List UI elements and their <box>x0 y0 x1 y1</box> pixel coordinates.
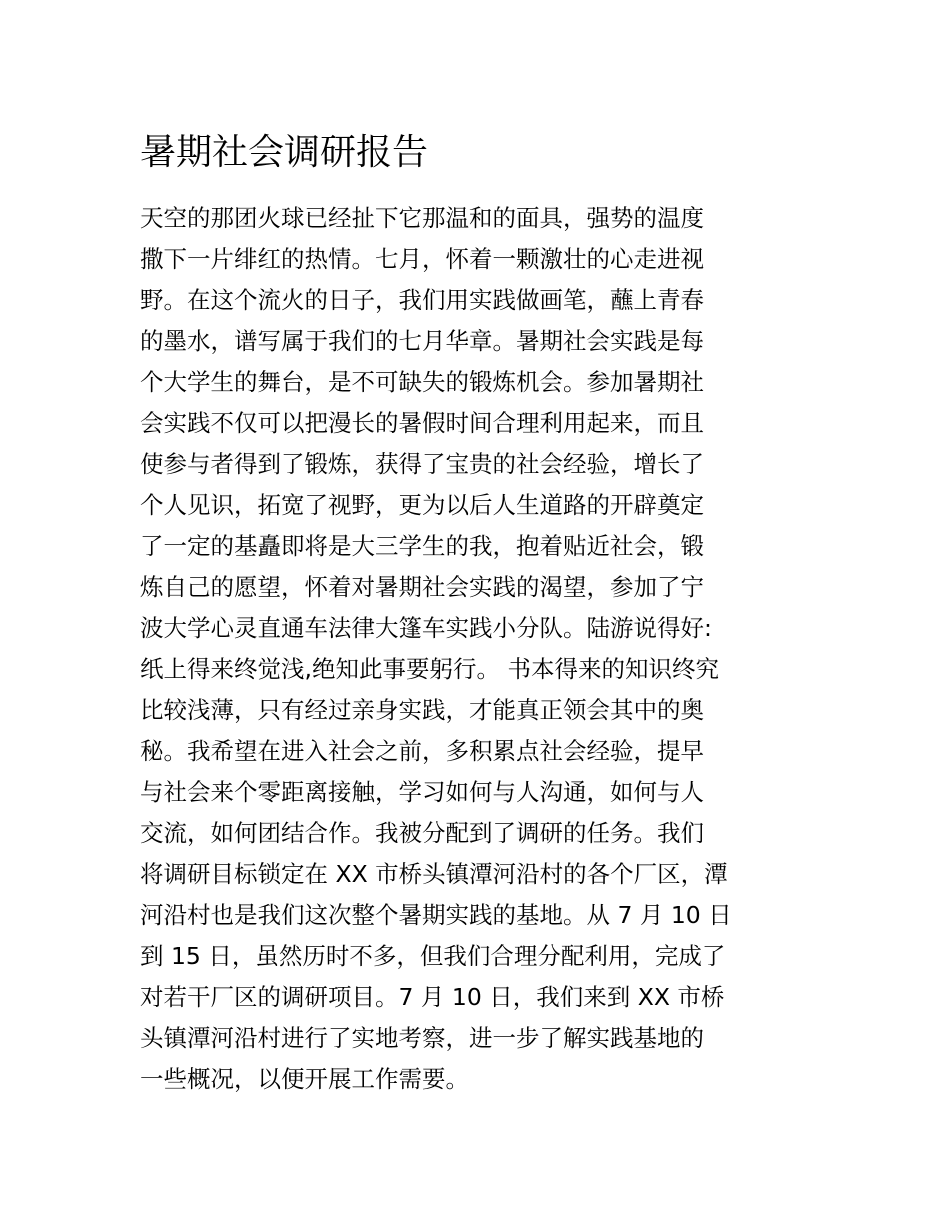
body-line: 天空的那团火球已经扯下它那温和的面具，强势的温度 <box>140 204 704 232</box>
body-line: 一些概况，以便开展工作需要。 <box>140 1065 469 1093</box>
body-line: 比较浅薄，只有经过亲身实践，才能真正领会其中的奥 <box>140 696 704 724</box>
body-line: 个大学生的舞台，是不可缺失的锻炼机会。参加暑期社 <box>140 368 704 396</box>
document-title: 暑期社会调研报告 <box>140 132 429 173</box>
body-line: 秘。我希望在进入社会之前，多积累点社会经验，提早 <box>140 737 704 765</box>
document-body <box>140 198 820 1100</box>
body-line: 将调研目标锁定在 XX 市桥头镇潭河沿村的各个厂区，潭 <box>140 860 728 888</box>
body-line: 波大学心灵直通车法律大篷车实践小分队。陆游说得好: <box>140 614 712 642</box>
body-line: 个人见识，拓宽了视野，更为以后人生道路的开辟奠定 <box>140 491 704 519</box>
body-line: 野。在这个流火的日子，我们用实践做画笔，蘸上青春 <box>140 286 704 314</box>
body-line: 的墨水，谱写属于我们的七月华章。暑期社会实践是每 <box>140 327 704 355</box>
body-line: 与社会来个零距离接触，学习如何与人沟通，如何与人 <box>140 778 704 806</box>
body-line: 炼自己的愿望，怀着对暑期社会实践的渴望，参加了宁 <box>140 573 704 601</box>
body-line: 纸上得来终觉浅,绝知此事要躬行。 书本得来的知识终究 <box>140 655 719 683</box>
body-line: 到 15 日，虽然历时不多，但我们合理分配利用，完成了 <box>140 942 726 970</box>
body-line: 对若干厂区的调研项目。7 月 10 日，我们来到 XX 市桥 <box>140 983 725 1011</box>
body-line: 头镇潭河沿村进行了实地考察，进一步了解实践基地的 <box>140 1024 704 1052</box>
body-line: 了一定的基矗即将是大三学生的我，抱着贴近社会，锻 <box>140 532 704 560</box>
body-line: 使参与者得到了锻炼，获得了宝贵的社会经验，增长了 <box>140 450 704 478</box>
body-line: 撒下一片绯红的热情。七月，怀着一颗激壮的心走进视 <box>140 245 704 273</box>
body-line: 会实践不仅可以把漫长的暑假时间合理利用起来，而且 <box>140 409 704 437</box>
body-line: 河沿村也是我们这次整个暑期实践的基地。从 7 月 10 日 <box>140 901 732 929</box>
body-line: 交流，如何团结合作。我被分配到了调研的任务。我们 <box>140 819 704 847</box>
